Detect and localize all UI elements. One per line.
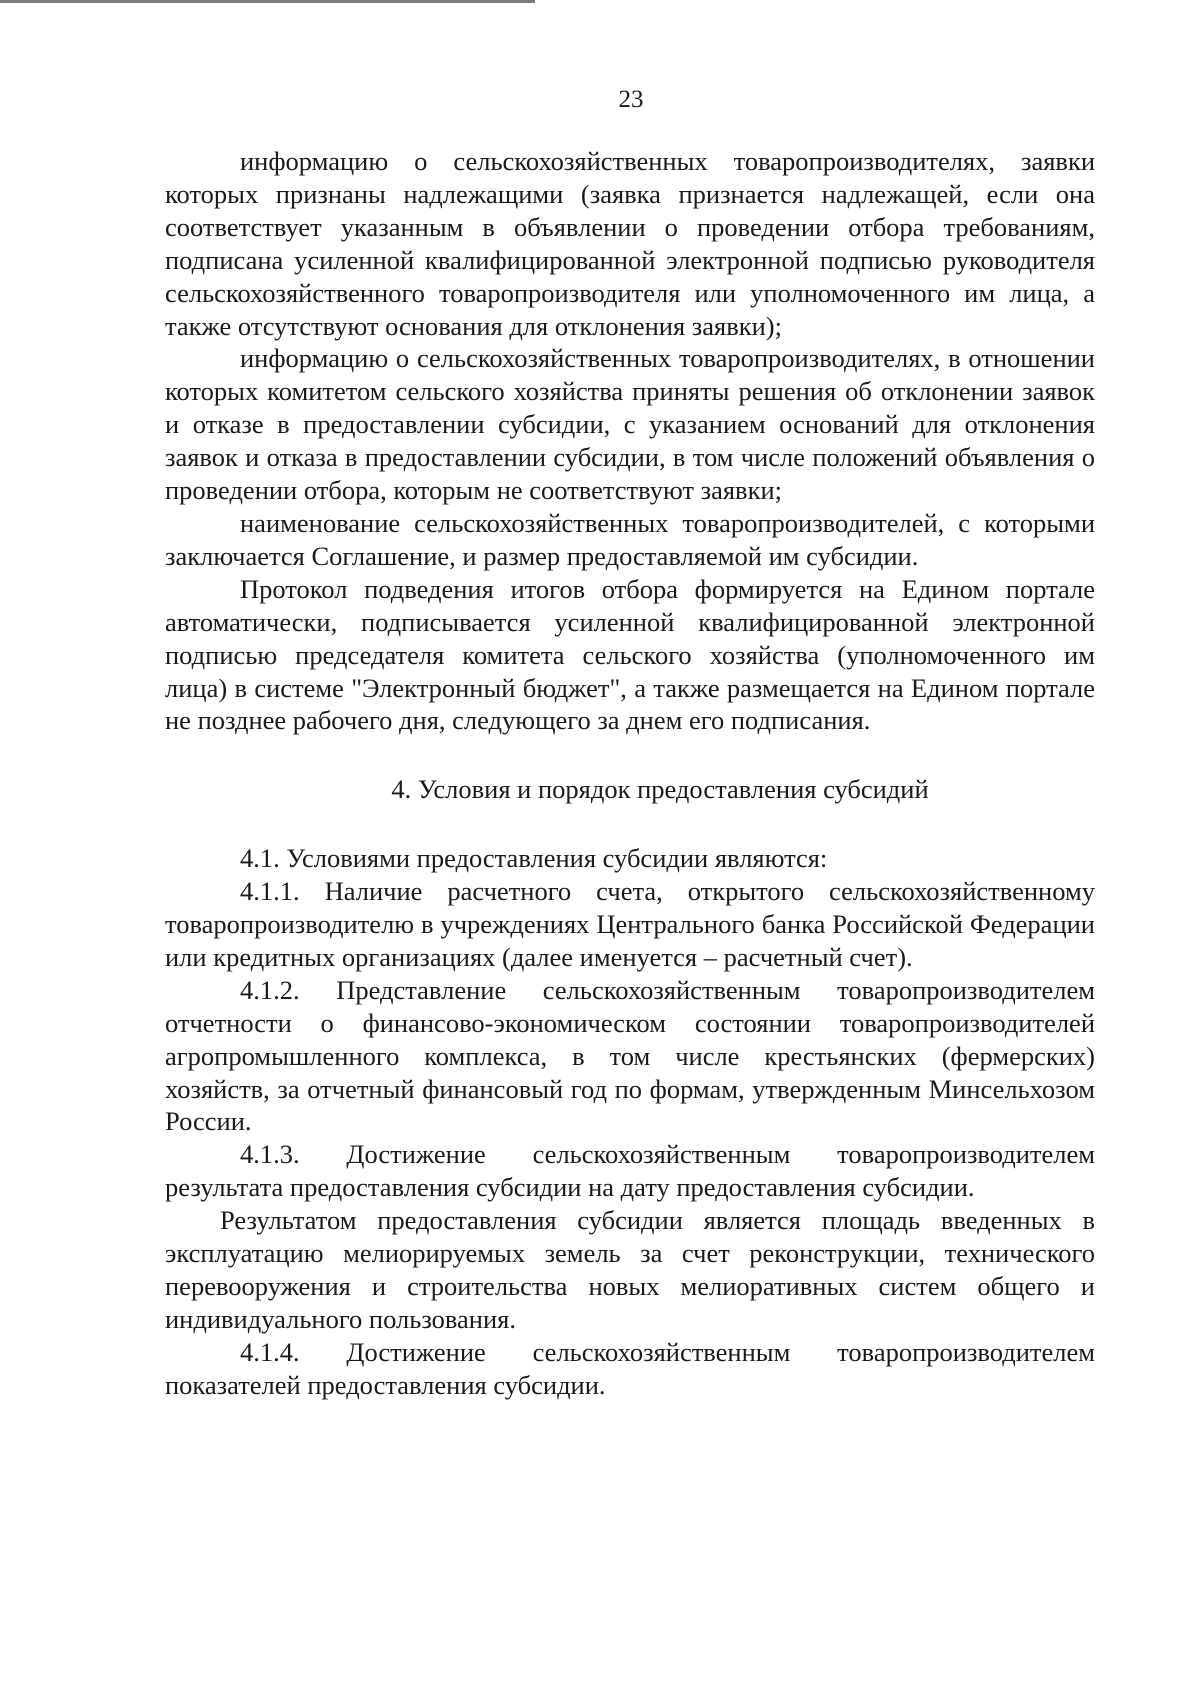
top-border-line — [0, 0, 535, 3]
section-heading: 4. Условия и порядок предоставления субсидий — [391, 774, 929, 805]
paragraph-4-1-2: 4.1.2. Представление сельскохозяйственным товаропроизводителем отчетности о финансово-экономическом состоянии товаропроизводителей агропромышленного комплекса, в том числе крестьянских (фермерских) хозяйств, за отчетный финансовый год по формам, утвержденным Минсельхозом России. — [165, 974, 1095, 1137]
paragraph-4-1-3: 4.1.3. Достижение сельскохозяйственным товаропроизводителем результата предоставления субсидии на дату предоставления субсидии. — [165, 1139, 1095, 1203]
paragraph-4-1-4: 4.1.4. Достижение сельскохозяйственным товаропроизводителем показателей предоставления субсидии. — [165, 1336, 1095, 1400]
paragraph-applicants-accepted: информацию о сельскохозяйственных товаропроизводителях, заявки которых признаны надлежащими (заявка признается надлежащей, если она соответствует указанным в объявлении о проведении отбора требованиям, подписана усиленной квалифицированной электронной подписью руководителя сельскохозяйственного товаропроизводителя или уполномоченного им лица, а также отсутствуют основания для отклонения заявки); — [165, 146, 1095, 341]
paragraph-agreement-recipients: наименование сельскохозяйственных товаропроизводителей, с которыми заключается Соглашение, и размер предоставляемой им субсидии. — [165, 507, 1095, 571]
paragraph-4-1: 4.1. Условиями предоставления субсидии являются: — [240, 843, 828, 874]
paragraph-4-1-1: 4.1.1. Наличие расчетного счета, открытого сельскохозяйственному товаропроизводителю в учреждениях Центрального банка Российской Федерации или кредитных организациях (далее именуется – расчетный счет). — [165, 876, 1095, 972]
page-number: 23 — [618, 86, 644, 113]
document-body — [165, 145, 1095, 1402]
paragraph-applicants-rejected: информацию о сельскохозяйственных товаропроизводителях, в отношении которых комитетом сельского хозяйства приняты решения об отклонении заявок и отказе в предоставлении субсидии, с указанием оснований для отклонения заявок и отказа в предоставлении субсидии, в том числе положений объявления о проведении отбора, которым не соответствуют заявки; — [165, 343, 1095, 506]
paragraph-result-definition: Результатом предоставления субсидии является площадь введенных в эксплуатацию мелиорируемых земель за счет реконструкции, технического перевооружения и строительства новых мелиоративных систем общего и индивидуального пользования. — [165, 1205, 1095, 1334]
paragraph-protocol: Протокол подведения итогов отбора формируется на Едином портале автоматически, подписывается усиленной квалифицированной электронной подписью председателя комитета сельского хозяйства (уполномоченного им лица) в системе "Электронный бюджет", а также размещается на Едином портале не позднее рабочего дня, следующего за днем его подписания. — [165, 573, 1095, 736]
